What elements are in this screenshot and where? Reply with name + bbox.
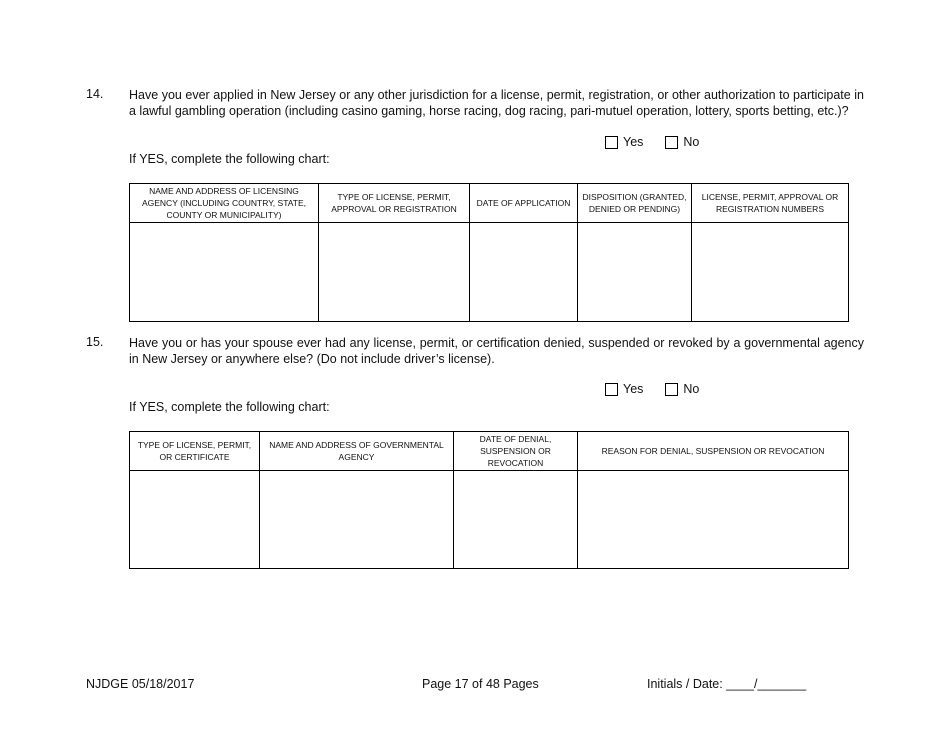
q14-cell-agency[interactable] <box>130 223 319 322</box>
q14-entry-row[interactable] <box>130 223 849 322</box>
q15-no-checkbox[interactable] <box>665 383 678 396</box>
q15-header-reason: REASON FOR DENIAL, SUSPENSION OR REVOCATION <box>578 432 849 471</box>
question-15-text: Have you or has your spouse ever had any license, permit, or certification denied, suspended or revoked by a governmental agency in New Jersey or anywhere else? (Do not include driver’s license). <box>129 336 864 366</box>
q14-yes-label: Yes <box>623 135 644 149</box>
q15-yes-option[interactable] <box>605 382 643 396</box>
q14-header-agency: NAME AND ADDRESS OF LICENSING AGENCY (INCLUDING COUNTRY, STATE, COUNTY OR MUNICIPALITY) <box>130 184 319 223</box>
question-14-number: 14. <box>86 87 104 101</box>
q15-if-yes-instruction: If YES, complete the following chart: <box>129 400 330 414</box>
q14-no-label: No <box>683 135 700 149</box>
q15-yes-label: Yes <box>623 382 644 396</box>
q14-cell-numbers[interactable] <box>692 223 849 322</box>
q15-no-label: No <box>683 382 700 396</box>
q14-yes-option[interactable] <box>605 135 643 149</box>
q14-header-row <box>130 184 849 223</box>
q15-entry-row[interactable] <box>130 471 849 569</box>
q15-yes-checkbox[interactable] <box>605 383 618 396</box>
footer-page-number: Page 17 of 48 Pages <box>422 677 539 691</box>
q15-header-row <box>130 432 849 471</box>
question-14-options <box>605 135 721 149</box>
q14-cell-disposition[interactable] <box>578 223 692 322</box>
q15-cell-reason[interactable] <box>578 471 849 569</box>
question-15-number: 15. <box>86 335 104 349</box>
q14-no-option[interactable] <box>665 135 699 149</box>
q15-chart <box>129 431 849 569</box>
q15-no-option[interactable] <box>665 382 699 396</box>
q15-cell-type[interactable] <box>130 471 260 569</box>
q14-cell-type[interactable] <box>319 223 470 322</box>
q14-chart <box>129 183 849 322</box>
question-15-options <box>605 382 721 396</box>
q14-cell-date[interactable] <box>470 223 578 322</box>
q14-header-disposition: DISPOSITION (GRANTED, DENIED OR PENDING) <box>578 184 692 223</box>
q14-no-checkbox[interactable] <box>665 136 678 149</box>
q15-cell-agency[interactable] <box>260 471 454 569</box>
q15-cell-date[interactable] <box>454 471 578 569</box>
q15-header-date: DATE OF DENIAL, SUSPENSION OR REVOCATION <box>454 432 578 471</box>
q14-header-date: DATE OF APPLICATION <box>470 184 578 223</box>
q15-header-type: TYPE OF LICENSE, PERMIT, OR CERTIFICATE <box>130 432 260 471</box>
q14-header-type: TYPE OF LICENSE, PERMIT, APPROVAL OR REGISTRATION <box>319 184 470 223</box>
q14-header-numbers: LICENSE, PERMIT, APPROVAL OR REGISTRATION NUMBERS <box>692 184 849 223</box>
q14-yes-checkbox[interactable] <box>605 136 618 149</box>
footer-form-id: NJDGE 05/18/2017 <box>86 677 195 691</box>
q15-header-agency: NAME AND ADDRESS OF GOVERNMENTAL AGENCY <box>260 432 454 471</box>
question-14-text: Have you ever applied in New Jersey or any other jurisdiction for a license, permit, registration, or other authorization to participate in a lawful gambling operation (including casino gaming, horse racing, dog racing, pari-mutuel operation, lottery, sports betting, etc.)? <box>129 88 864 118</box>
q14-if-yes-instruction: If YES, complete the following chart: <box>129 152 330 166</box>
footer-initials-date: Initials / Date: ____/_______ <box>647 677 807 691</box>
